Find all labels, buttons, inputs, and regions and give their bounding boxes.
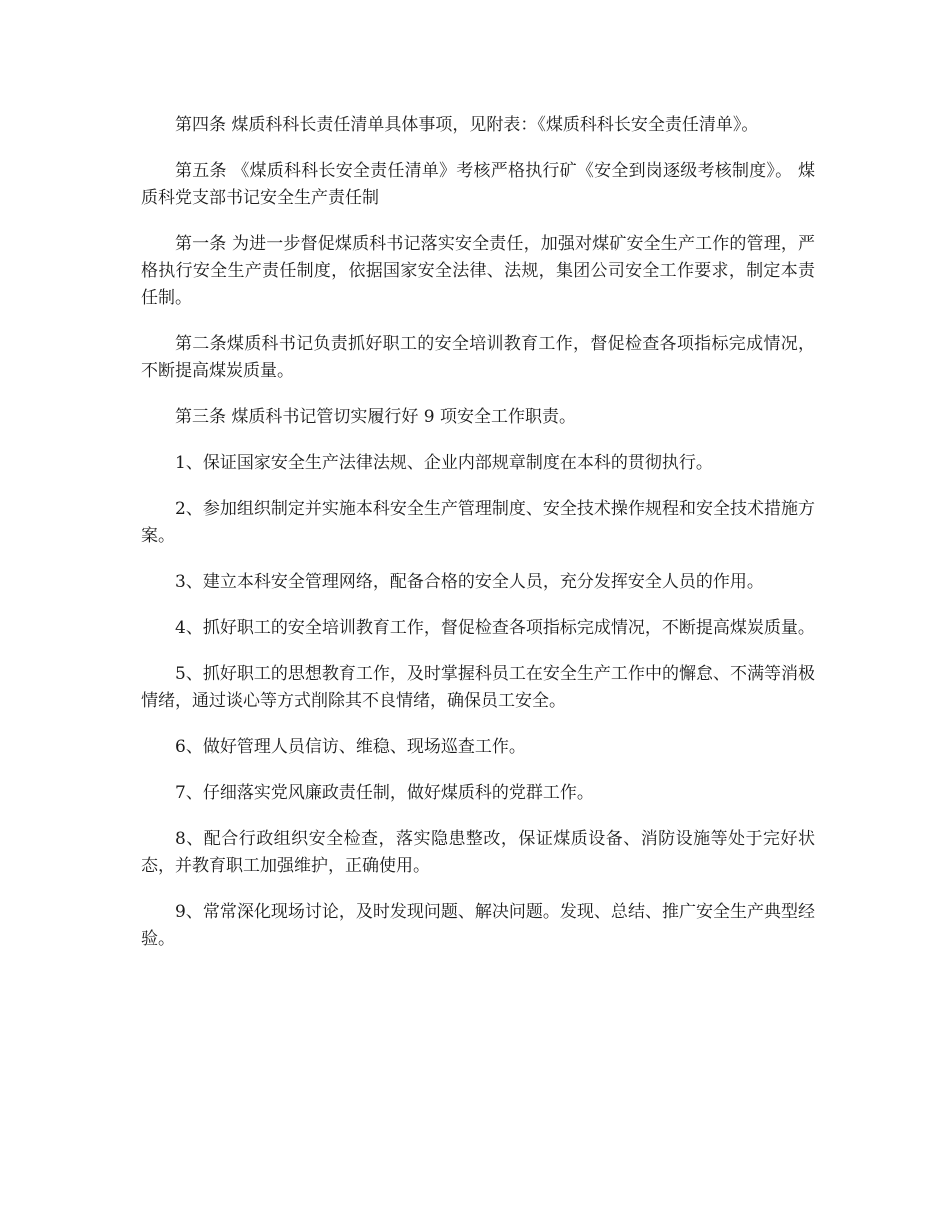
duty-item-9: 9、常常深化现场讨论，及时发现问题、解决问题。发现、总结、推广安全生产典型经验。: [141, 902, 815, 949]
duty-item-7: 7、仔细落实党风廉政责任制，做好煤质科的党群工作。: [175, 783, 594, 803]
duty-item-5: 5、抓好职工的思想教育工作，及时掌握科员工在安全生产工作中的懈怠、不满等消极情绪，通过谈心等方式削除其不良情绪，确保员工安全。: [141, 664, 815, 711]
secretary-article-2-paragraph: 第二条煤质科书记负责抓好职工的安全培训教育工作，督促检查各项指标完成情况，不断提高煤炭质量。: [141, 334, 815, 381]
secretary-article-1-paragraph: 第一条 为进一步督促煤质科书记落实安全责任，加强对煤矿安全生产工作的管理，严格执行安全生产责任制度，依据国家安全法律、法规，集团公司安全工作要求，制定本责任制。: [141, 234, 815, 308]
duty-item-6: 6、做好管理人员信访、维稳、现场巡查工作。: [175, 737, 526, 757]
duty-item-1: 1、保证国家安全生产法律法规、企业内部规章制度在本科的贯彻执行。: [175, 453, 713, 473]
article-5-paragraph: 第五条 《煤质科科长安全责任清单》考核严格执行矿《安全到岗逐级考核制度》。 煤质科党支部书记安全生产责任制: [141, 161, 815, 208]
duty-item-4: 4、抓好职工的安全培训教育工作，督促检查各项指标完成情况，不断提高煤炭质量。: [175, 618, 815, 638]
duty-item-8: 8、配合行政组织安全检查，落实隐患整改，保证煤质设备、消防设施等处于完好状态，并教育职工加强维护，正确使用。: [141, 829, 815, 876]
document-body: [141, 112, 815, 972]
secretary-article-3-paragraph: 第三条 煤质科书记管切实履行好 9 项安全工作职责。: [175, 407, 577, 427]
article-4-paragraph: 第四条 煤质科科长责任清单具体事项，见附表：《煤质科科长安全责任清单》。: [175, 115, 759, 135]
duty-item-2: 2、参加组织制定并实施本科安全生产管理制度、安全技术操作规程和安全技术措施方案。: [141, 499, 815, 546]
duty-item-3: 3、建立本科安全管理网络，配备合格的安全人员，充分发挥安全人员的作用。: [175, 572, 764, 592]
